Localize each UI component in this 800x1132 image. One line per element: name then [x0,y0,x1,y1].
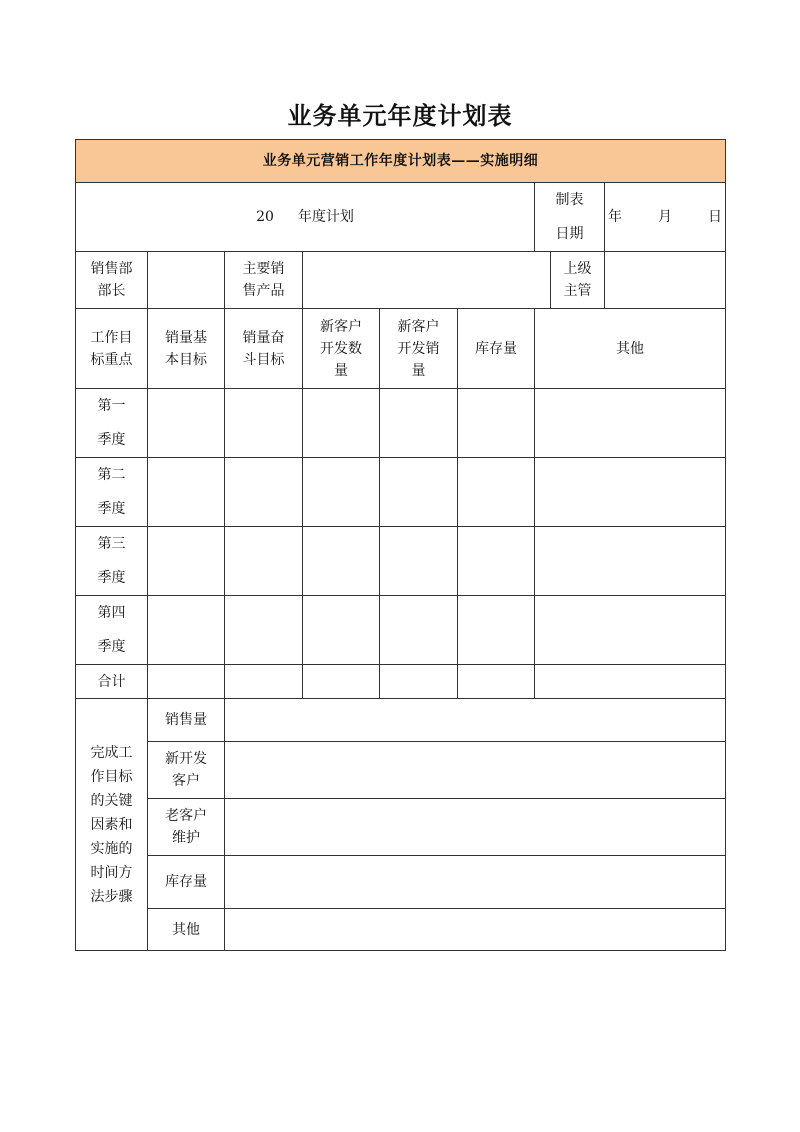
page-title: 业务单元年度计划表 [287,101,513,130]
key-factor-value[interactable] [225,799,726,856]
data-cell[interactable] [535,665,726,699]
data-cell[interactable] [380,458,458,527]
col-header-text: 其他 [616,340,645,357]
data-cell[interactable] [303,596,380,665]
data-cell[interactable] [148,389,225,458]
data-cell[interactable] [225,596,303,665]
key-factor-label-cell [148,856,225,909]
data-cell[interactable] [458,665,535,699]
col-header-text: 工作目标重点 [90,329,133,368]
year-prefix: 20 [256,209,274,225]
quarter-label-cell [76,527,148,596]
data-cell[interactable] [303,458,380,527]
data-cell[interactable] [148,665,225,699]
col-header-work-goal [76,309,148,389]
table-row [76,699,726,742]
annual-plan-table [75,139,726,951]
data-cell[interactable] [148,596,225,665]
data-cell[interactable] [380,527,458,596]
col-header-text: 销量奋斗目标 [242,329,285,368]
quarter-label-cell [76,596,148,665]
main-products-label: 主要销售产品 [242,261,285,299]
quarter-label-cell [76,389,148,458]
table-row [76,527,726,596]
table-row [76,909,726,951]
data-cell[interactable] [225,389,303,458]
date-month: 月 [658,209,673,225]
table-row [76,389,726,458]
data-cell[interactable] [458,596,535,665]
quarter-label: 第二季度 [97,467,126,517]
dept-head-label: 销售部部长 [90,261,133,299]
data-cell[interactable] [535,527,726,596]
table-row [76,799,726,856]
col-header-text: 销量基本目标 [165,329,207,368]
col-header-text: 新客户开发数量 [320,318,362,379]
data-cell[interactable] [148,458,225,527]
key-factor-label-cell [148,799,225,856]
key-factor-label: 销售量 [165,712,207,728]
quarter-label-cell [76,458,148,527]
superior-value[interactable] [605,252,726,309]
annual-plan-label: 年度计划 [297,209,354,225]
key-factor-value[interactable] [225,909,726,951]
main-products-value[interactable] [303,252,551,309]
key-factor-label: 老客户维护 [165,808,207,846]
col-header-text: 新客户开发销量 [397,318,440,379]
key-factor-value[interactable] [225,856,726,909]
col-header-new-client-sales [380,309,458,389]
data-cell[interactable] [535,458,726,527]
key-factor-value[interactable] [225,742,726,799]
data-cell[interactable] [380,389,458,458]
data-cell[interactable] [303,665,380,699]
date-year: 年 [608,209,623,225]
data-cell[interactable] [148,527,225,596]
data-cell[interactable] [458,527,535,596]
quarter-label: 第三季度 [97,536,126,586]
key-factors-label-cell [76,699,148,951]
key-factor-label: 新开发客户 [165,751,207,789]
data-cell[interactable] [225,665,303,699]
data-cell[interactable] [458,458,535,527]
main-products-label-cell [225,252,303,309]
key-factors-label: 完成工作目标的关键因素和实施的时间方法步骤 [90,744,133,905]
col-header-text: 库存量 [475,340,517,357]
table-row [76,742,726,799]
key-factor-label-cell [148,742,225,799]
date-day: 日 [708,209,723,225]
table-row [76,458,726,527]
data-cell[interactable] [535,389,726,458]
key-factor-label-cell [148,699,225,742]
superior-label: 上级主管 [563,261,592,299]
data-cell[interactable] [535,596,726,665]
data-cell[interactable] [225,458,303,527]
table-row [76,856,726,909]
data-cell[interactable] [303,527,380,596]
table-row [76,596,726,665]
quarter-label: 第一季度 [97,398,126,448]
dept-head-value[interactable] [148,252,225,309]
plan-year-cell[interactable] [76,183,535,252]
dept-head-label-cell [76,252,148,309]
col-header-new-client-count [303,309,380,389]
key-factor-label-cell [148,909,225,951]
table-subtitle: 业务单元营销工作年度计划表——实施明细 [76,140,726,183]
key-factor-value[interactable] [225,699,726,742]
col-header-inventory [458,309,535,389]
col-header-base-target [148,309,225,389]
quarter-label: 第四季度 [97,605,126,655]
col-header-other [535,309,726,389]
date-cell[interactable] [605,183,726,252]
data-cell[interactable] [380,665,458,699]
data-cell[interactable] [303,389,380,458]
col-header-stretch-target [225,309,303,389]
key-factor-label: 库存量 [165,874,207,890]
data-cell[interactable] [458,389,535,458]
table-row [76,665,726,699]
superior-label-cell [551,252,605,309]
data-cell[interactable] [225,527,303,596]
data-cell[interactable] [380,596,458,665]
made-date-label: 制表日期 [555,192,584,242]
made-date-label-cell [535,183,605,252]
key-factor-label: 其他 [172,921,200,938]
total-label: 合计 [76,665,148,699]
